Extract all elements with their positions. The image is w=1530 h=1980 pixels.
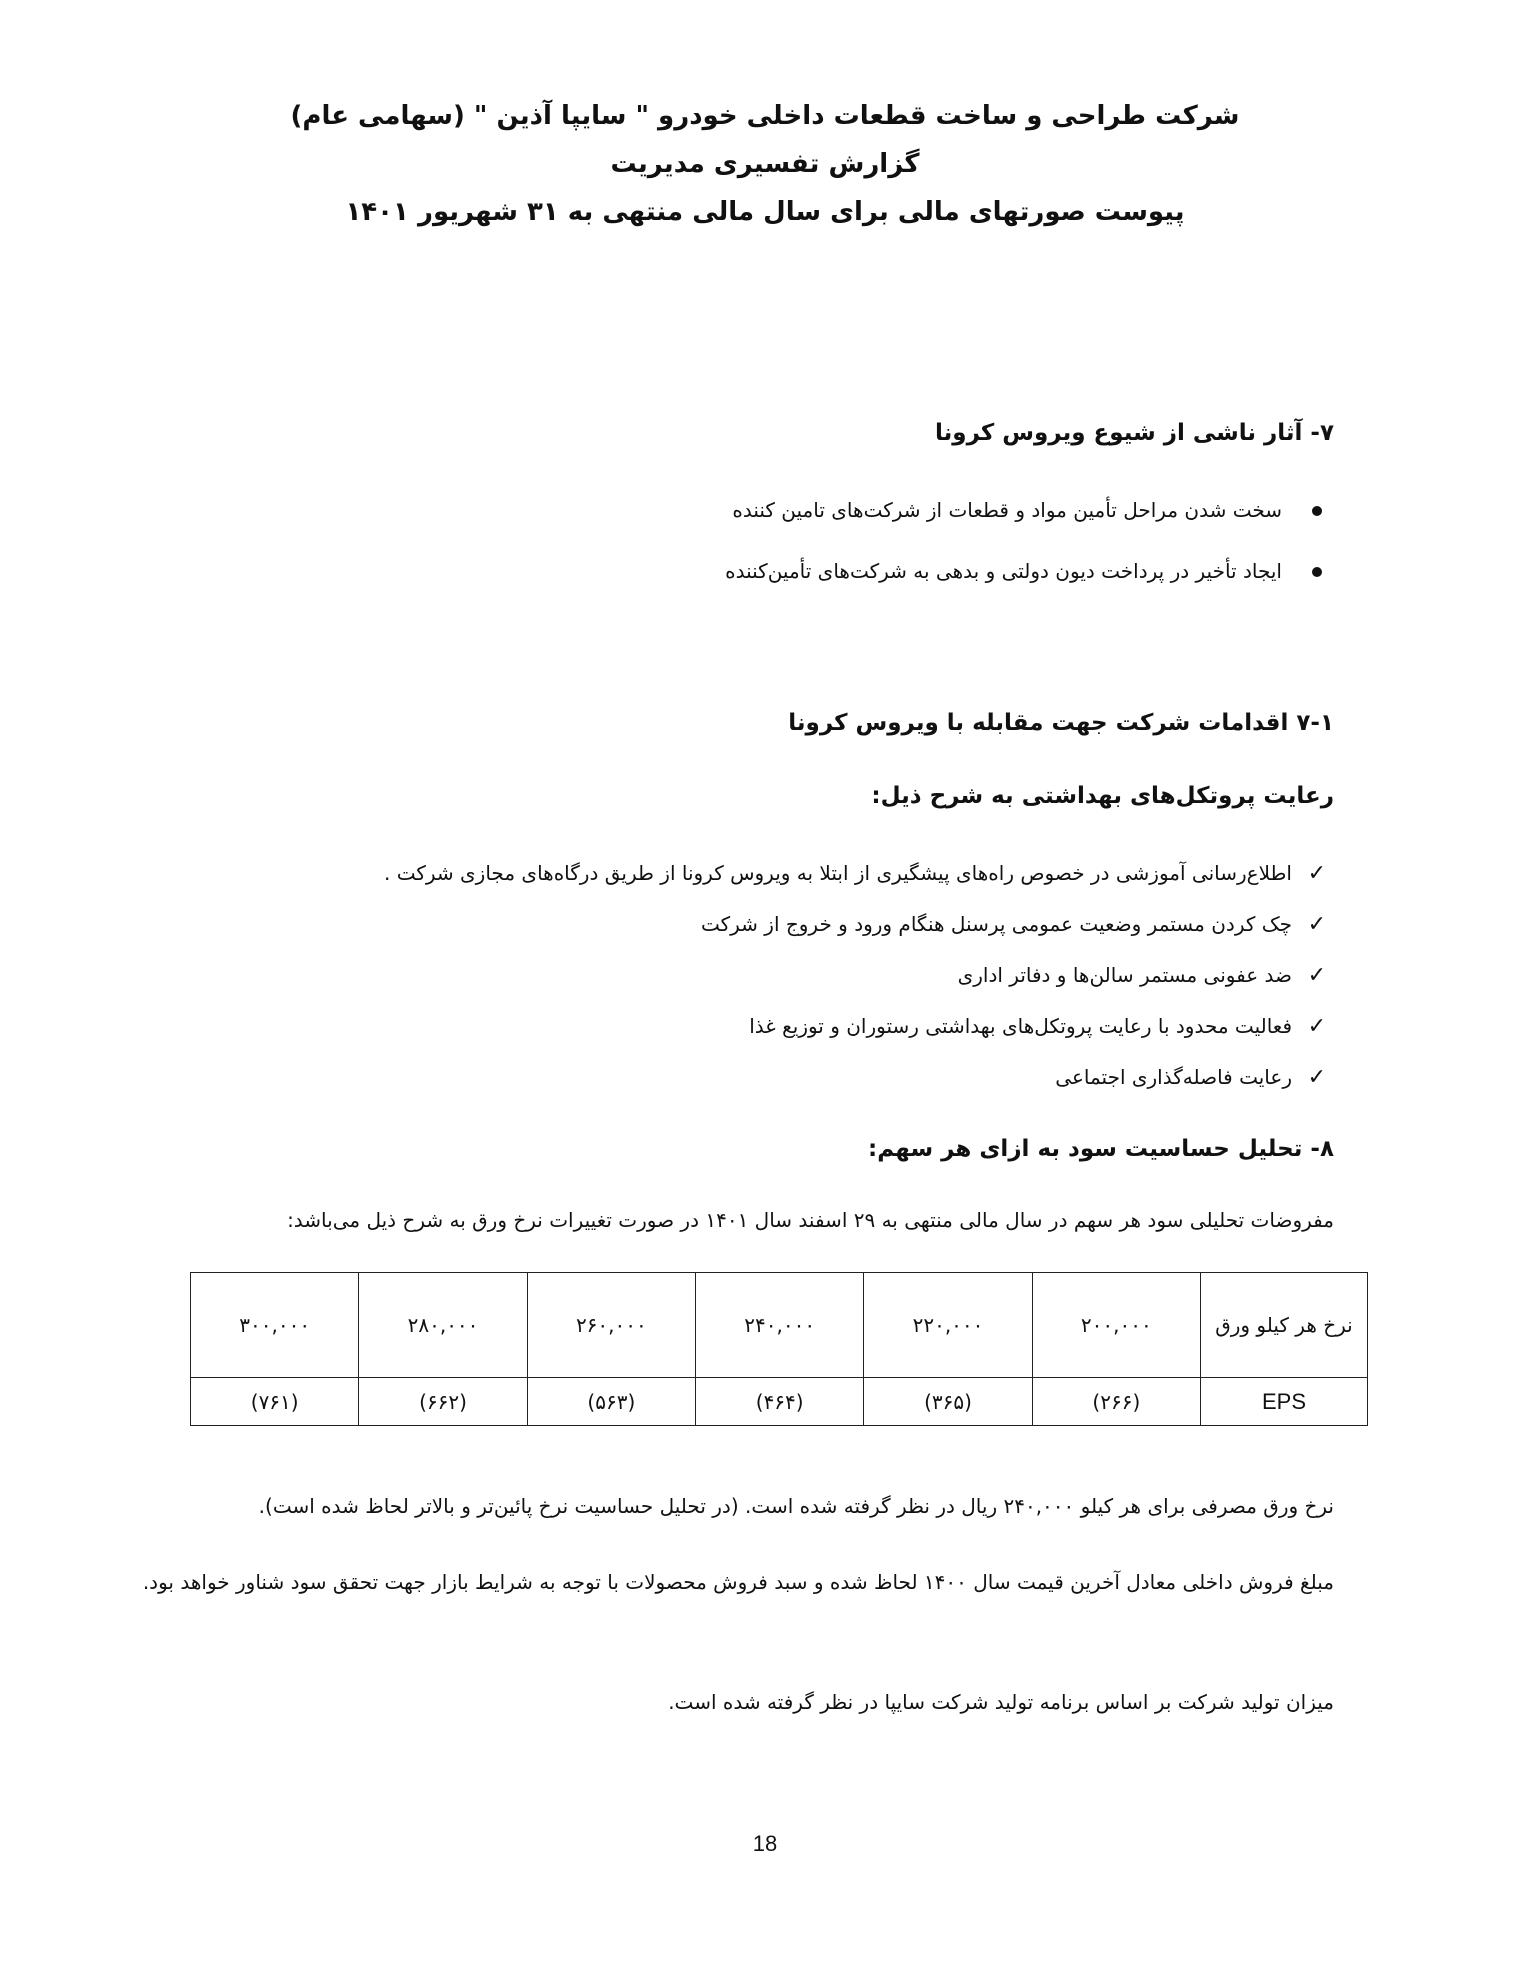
page-number: 18	[752, 1831, 778, 1856]
table-row	[191, 1378, 1368, 1426]
section-7-bullet-list	[725, 480, 1334, 602]
rate-row-label: نرخ هر کیلو ورق	[1201, 1273, 1368, 1378]
eps-sensitivity-table	[190, 1272, 1368, 1426]
section-7-1-check-list	[384, 848, 1334, 1103]
report-title: گزارش تفسیری مدیریت	[610, 149, 920, 179]
note-production: میزان تولید شرکت بر اساس برنامه تولید شرکت سایپا در نظر گرفته شده است.	[668, 1690, 1334, 1714]
rate-cell: ۲۴۰,۰۰۰	[696, 1273, 864, 1378]
bullet-icon	[1312, 567, 1322, 577]
eps-cell: (۲۶۶)	[1032, 1378, 1200, 1426]
rate-cell: ۲۲۰,۰۰۰	[864, 1273, 1032, 1378]
list-item: ✓ اطلاع‌رسانی آموزشی در خصوص راه‌های پیشگیری از ابتلا به ویروس کرونا از طریق درگاه‌های مجازی شرکت .	[384, 848, 1334, 899]
note-domestic-sales: مبلغ فروش داخلی معادل آخرین قیمت سال ۱۴۰۰ لحاظ شده و سبد فروش محصولات با توجه به شرایط بازار جهت تحقق سود شناور خواهد بود.	[142, 1570, 1334, 1594]
list-item: ایجاد تأخیر در پرداخت دیون دولتی و بدهی به شرکت‌های تأمین‌کننده	[725, 541, 1334, 602]
section-7-title: ۷- آثار ناشی از شیوع ویروس کرونا	[935, 420, 1334, 446]
eps-cell: (۴۶۴)	[696, 1378, 864, 1426]
checkmark-icon: ✓	[1307, 861, 1326, 886]
eps-cell: (۶۶۲)	[359, 1378, 527, 1426]
list-item: ✓ فعالیت محدود با رعایت پروتکل‌های بهداشتی رستوران و توزیع غذا	[384, 1001, 1334, 1052]
report-period: پیوست صورتهای مالی برای سال مالی منتهی به ۳۱ شهریور ۱۴۰۱	[345, 197, 1185, 227]
company-title: شرکت طراحی و ساخت قطعات داخلی خودرو " سایپا آذین " (سهامی عام)	[290, 101, 1240, 131]
rate-cell: ۲۶۰,۰۰۰	[527, 1273, 695, 1378]
note-sheet-rate: نرخ ورق مصرفی برای هر کیلو ۲۴۰,۰۰۰ ریال در نظر گرفته شده است. (در تحلیل حساسیت نرخ پائین‌تر و بالاتر لحاظ شده است).	[258, 1494, 1334, 1518]
section-8-title: ۸- تحلیل حساسیت سود به ازای هر سهم:	[868, 1136, 1334, 1162]
checkmark-icon: ✓	[1307, 1065, 1326, 1090]
eps-row-label: EPS	[1201, 1378, 1368, 1426]
bullet-icon	[1312, 506, 1322, 516]
eps-cell: (۵۶۳)	[527, 1378, 695, 1426]
list-item: سخت شدن مراحل تأمین مواد و قطعات از شرکت‌های تامین کننده	[725, 480, 1334, 541]
document-header	[0, 92, 1530, 236]
list-item: ✓ چک کردن مستمر وضعیت عمومی پرسنل هنگام ورود و خروج از شرکت	[384, 899, 1334, 950]
section-7-1-subtitle: رعایت پروتکل‌های بهداشتی به شرح ذیل:	[871, 783, 1334, 809]
eps-cell: (۷۶۱)	[191, 1378, 359, 1426]
section-7-1-title: ۷-۱ اقدامات شرکت جهت مقابله با ویروس کرونا	[788, 710, 1334, 736]
rate-cell: ۳۰۰,۰۰۰	[191, 1273, 359, 1378]
eps-cell: (۳۶۵)	[864, 1378, 1032, 1426]
checkmark-icon: ✓	[1307, 963, 1326, 988]
table-row	[191, 1273, 1368, 1378]
list-item: ✓ ضد عفونی مستمر سالن‌ها و دفاتر اداری	[384, 950, 1334, 1001]
checkmark-icon: ✓	[1307, 912, 1326, 937]
checkmark-icon: ✓	[1307, 1014, 1326, 1039]
rate-cell: ۲۰۰,۰۰۰	[1032, 1273, 1200, 1378]
list-item: ✓ رعایت فاصله‌گذاری اجتماعی	[384, 1052, 1334, 1103]
section-8-intro: مفروضات تحلیلی سود هر سهم در سال مالی منتهی به ۲۹ اسفند سال ۱۴۰۱ در صورت تغییرات نرخ ورق به شرح ذیل می‌باشد:	[287, 1208, 1334, 1232]
rate-cell: ۲۸۰,۰۰۰	[359, 1273, 527, 1378]
